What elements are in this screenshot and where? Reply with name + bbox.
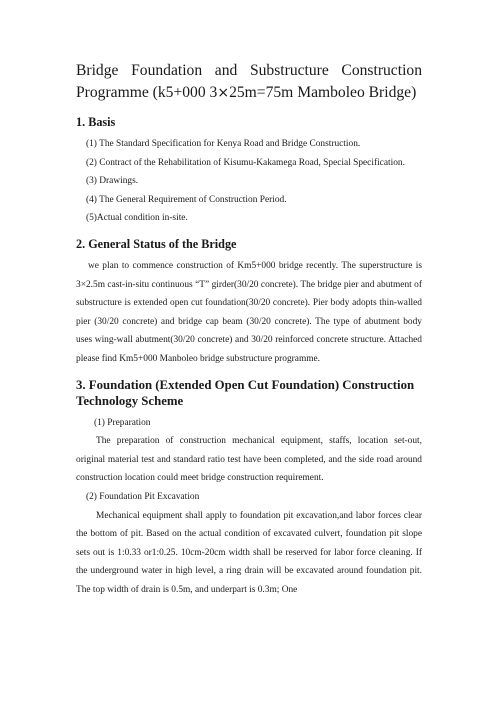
title-line-1: Bridge Foundation and Substructure Construction — [76, 62, 422, 79]
document-title — [76, 60, 422, 104]
title-line-2 — [76, 82, 422, 104]
section-2-paragraph: we plan to commence construction of Km5+000 bridge recently. The superstructure is 3×2.5m cast-in-situ continuous “T” girder(30/20 concrete). The bridge pier and abutment of substructure is extended open cut foundation(30/20 concrete). Pier body adopts thin-walled pier (30/20 concrete) and bridge cap beam (30/20 concrete). The type of abutment body uses wing-wall abutment(30/20 concrete) and 30/20 reinforced concrete structure. Attached please find Km5+000 Manboleo bridge substructure programme. — [76, 260, 422, 364]
basis-item-2: (2) Contract of the Rehabilitation of Kisumu-Kakamega Road, Special Specification. — [86, 157, 405, 168]
basis-item-1: (1) The Standard Specification for Kenya Road and Bridge Construction. — [86, 139, 361, 149]
basis-item-3: (3) Drawings. — [86, 176, 139, 187]
section-3-heading: 3. Foundation (Extended Open Cut Foundation) Construction Technology Scheme — [76, 377, 415, 408]
subsection-preparation-text: The preparation of construction mechanical equipment, staffs, location set-out, original material test and standard ratio test have been completed, and the side road around construction location could meet bridge construction requirement. — [76, 436, 422, 484]
section-1-heading: 1. Basis — [76, 115, 116, 129]
basis-item-5: (5)Actual condition in-site. — [86, 213, 188, 224]
subsection-excavation-title: (2) Foundation Pit Excavation — [86, 491, 200, 502]
title-line-2-start: Programme (k5+000 3 — [76, 84, 218, 101]
title-times-symbol: × — [217, 85, 230, 101]
subsection-preparation-title: (1) Preparation — [94, 417, 151, 428]
basis-item-4: (4) The General Requirement of Construction Period. — [86, 194, 287, 205]
section-2-heading: 2. General Status of the Bridge — [76, 236, 237, 251]
subsection-excavation-text: Mechanical equipment shall apply to foundation pit excavation,and labor forces clear the bottom of pit. Based on the actual condition of excavated culvert, foundation pit slope sets out is 1:0.33 or1:0.25. 10cm-20cm width shall be reserved for labor force cleaning. If the underground water in high level, a ring drain will be excavated around foundation pit. The top width of drain is 0.5m, and underpart is 0.3m; One — [76, 510, 422, 595]
title-line-2-end: 25m=75m Mamboleo Bridge) — [229, 84, 417, 101]
